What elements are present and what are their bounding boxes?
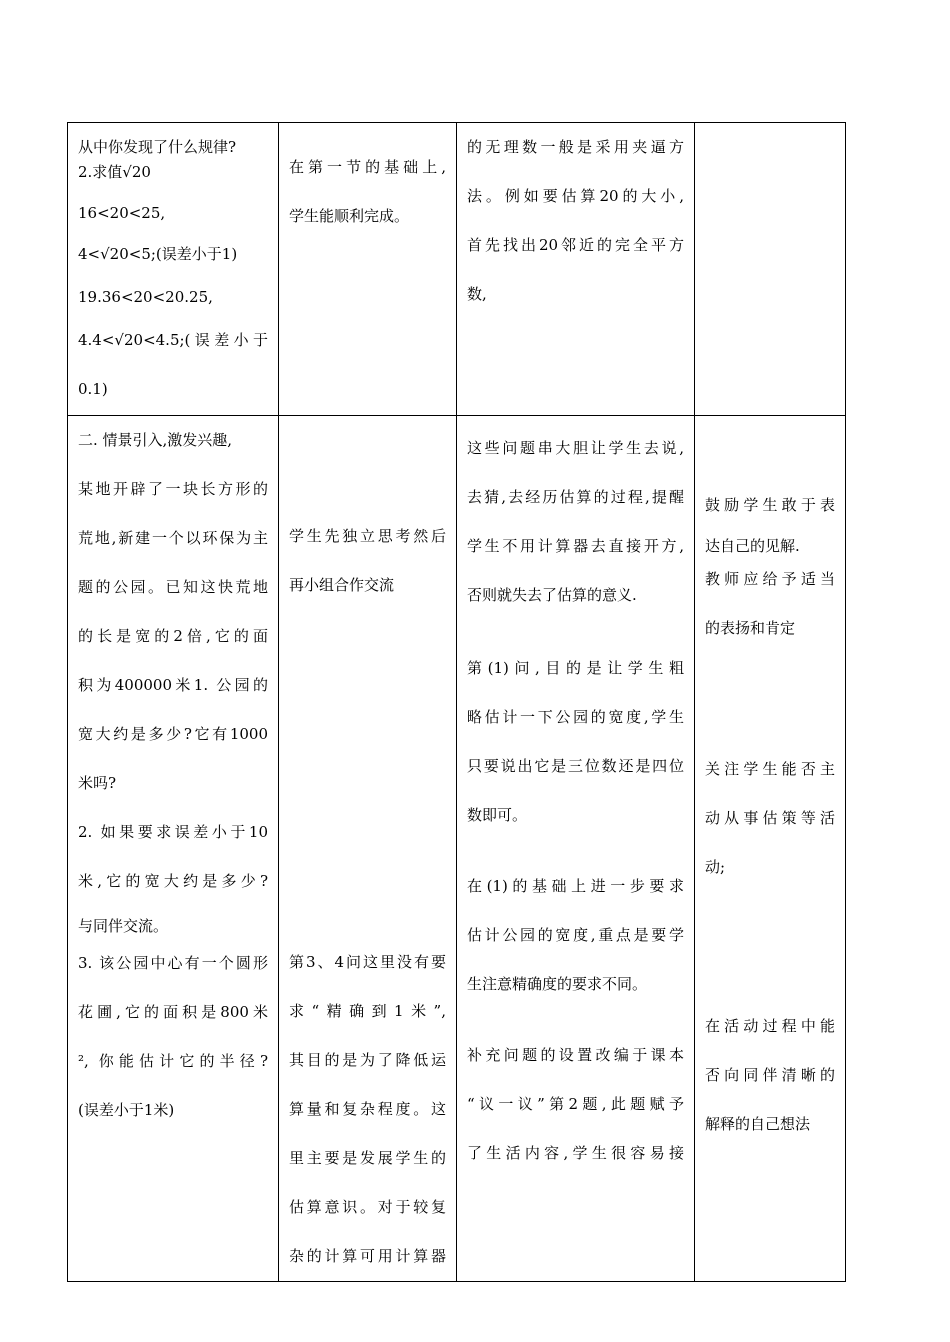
text-line: “议一议”第2题,此题赋予 (467, 1095, 684, 1113)
text-line: 积为400000米1. 公园的 (78, 676, 268, 694)
text-line: 学生不用计算器去直接开方, (467, 537, 684, 555)
text-line: 4.4<√20<4.5;(误差小于 (78, 331, 268, 349)
text-line: 第3、4问这里没有要 (289, 953, 446, 971)
text-line: 估算意识。对于较复 (289, 1198, 446, 1216)
evaluation-cell (695, 123, 846, 416)
text-line: 数, (467, 285, 487, 303)
student-activity-cell (279, 416, 457, 1282)
text-line: 只要说出它是三位数还是四位 (467, 757, 684, 775)
design-intent-cell (457, 416, 695, 1282)
text-line: 0.1) (78, 380, 108, 398)
text-line: 在活动过程中能 (705, 1017, 835, 1035)
text-line: 杂的计算可用计算器 (289, 1247, 446, 1265)
text-line: 2. 如果要求误差小于10 (78, 823, 268, 841)
text-line: 了生活内容,学生很容易接 (467, 1144, 684, 1162)
text-line: 法。例如要估算20的大小, (467, 187, 684, 205)
text-line: 否则就失去了估算的意义. (467, 586, 637, 604)
text-line: 去猜,去经历估算的过程,提醒 (467, 488, 684, 506)
text-line: 教师应给予适当 (705, 570, 835, 588)
design-intent-cell (457, 123, 695, 416)
text-line: 学生先独立思考然后 (289, 527, 446, 545)
table-row (68, 123, 846, 416)
text-line: 4<√20<5;(误差小于1) (78, 245, 238, 263)
lesson-table (67, 122, 846, 1282)
text-line: 的长是宽的2倍,它的面 (78, 627, 268, 645)
text-line: 其目的是为了降低运 (289, 1051, 446, 1069)
text-line: 动从事估策等活 (705, 809, 835, 827)
text-line: 数即可。 (467, 806, 528, 824)
text-line: 米,它的宽大约是多少? (78, 872, 268, 890)
text-line: 第(1)问,目的是让学生粗 (467, 659, 684, 677)
text-line: 补充问题的设置改编于课本 (467, 1046, 684, 1064)
text-line: 题的公园。已知这快荒地 (78, 578, 268, 596)
table-row (68, 416, 846, 1282)
content-cell (68, 123, 279, 416)
content-cell (68, 416, 279, 1282)
text-line: 19.36<20<20.25, (78, 288, 213, 306)
text-line: 再小组合作交流 (289, 576, 395, 594)
text-line: 在第一节的基础上, (289, 158, 446, 176)
text-line: 算量和复杂程度。这 (289, 1100, 446, 1118)
text-line: 动; (705, 858, 726, 876)
text-line: 关注学生能否主 (705, 760, 835, 778)
text-line: 否向同伴清晰的 (705, 1066, 835, 1084)
text-line: 宽大约是多少?它有1000 (78, 725, 268, 743)
text-line: 16<20<25, (78, 204, 166, 222)
text-line: 从中你发现了什么规律? (78, 138, 237, 156)
text-line: 达自己的见解. (705, 537, 800, 555)
text-line: 二. 情景引入,激发兴趣, (78, 431, 233, 449)
text-line: 里主要是发展学生的 (289, 1149, 446, 1167)
text-line: 求“精确到1米”, (289, 1002, 446, 1020)
text-line: 某地开辟了一块长方形的 (78, 480, 268, 498)
text-line: 与同伴交流。 (78, 917, 169, 935)
text-line: 在(1)的基础上进一步要求 (467, 877, 684, 895)
text-line: 估计公园的宽度,重点是要学 (467, 926, 684, 944)
text-line: (误差小于1米) (78, 1101, 175, 1119)
text-line: 荒地,新建一个以环保为主 (78, 529, 268, 547)
text-line: 3. 该公园中心有一个圆形 (78, 954, 268, 972)
text-line: 略估计一下公园的宽度,学生 (467, 708, 684, 726)
student-activity-cell (279, 123, 457, 416)
text-line: 解释的自己想法 (705, 1115, 811, 1133)
evaluation-cell (695, 416, 846, 1282)
text-line: 生注意精确度的要求不同。 (467, 975, 648, 993)
text-line: 的无理数一般是采用夹逼方 (467, 138, 684, 156)
text-line: 鼓励学生敢于表 (705, 496, 835, 514)
text-line: 这些问题串大胆让学生去说, (467, 439, 684, 457)
text-line: 的表扬和肯定 (705, 619, 796, 637)
text-line: 米吗? (78, 774, 117, 792)
text-line: 2.求值√20 (78, 163, 151, 181)
text-line: 学生能顺利完成。 (289, 207, 410, 225)
text-line: 花圃,它的面积是800米 (78, 1003, 268, 1021)
text-line: 首先找出20邻近的完全平方 (467, 236, 684, 254)
text-line: ², 你能估计它的半径? (78, 1052, 268, 1070)
